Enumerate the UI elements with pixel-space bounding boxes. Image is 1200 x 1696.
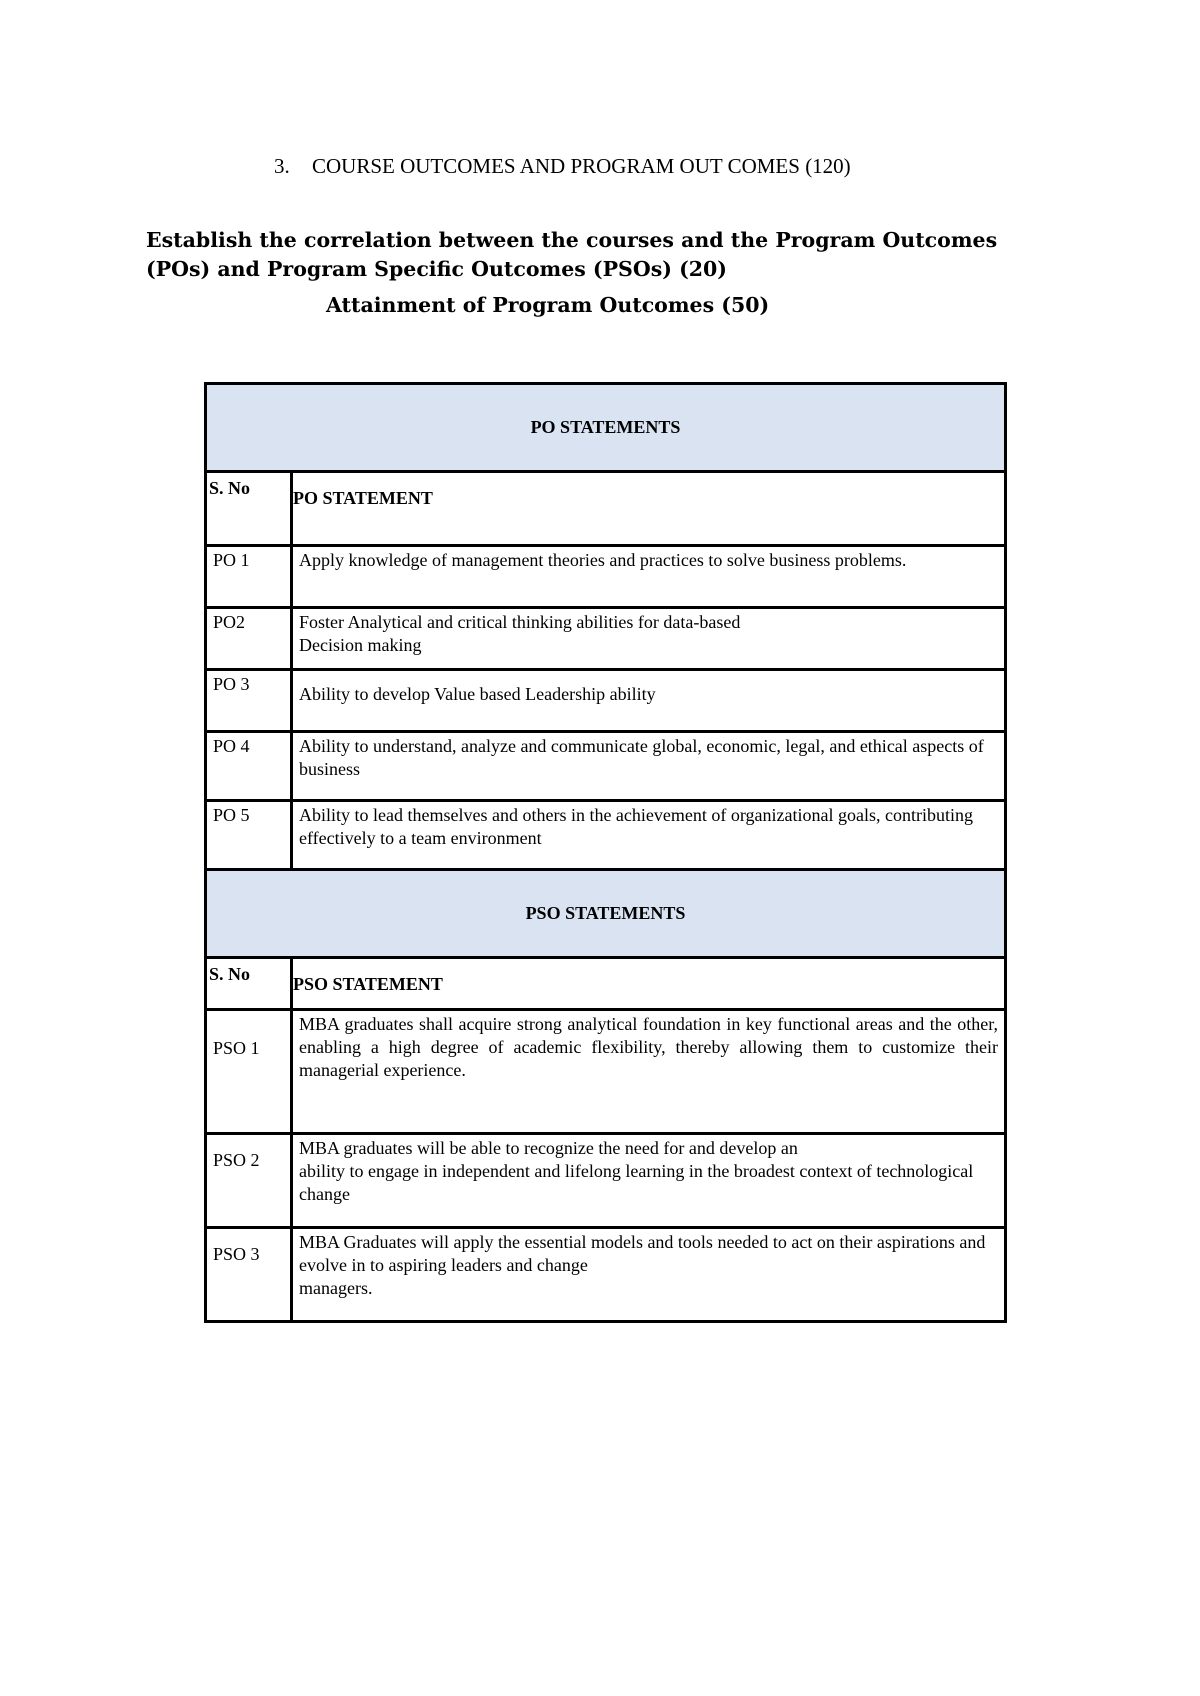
pso-band-row — [206, 870, 1006, 958]
table-row — [206, 1228, 1006, 1322]
pso-col-sno: S. No — [206, 958, 292, 1010]
po-statement: Ability to understand, analyze and communicate global, economic, legal, and ethical aspects of business — [292, 732, 1006, 801]
po-header-row — [206, 472, 1006, 546]
pso-sno: PSO 2 — [206, 1134, 292, 1228]
po-sno: PO 5 — [206, 801, 292, 870]
po-col-sno: S. No — [206, 472, 292, 546]
outcomes-table — [204, 382, 1007, 1323]
pso-statement: MBA Graduates will apply the essential models and tools needed to act on their aspirations and evolve in to aspiring leaders and change managers. — [292, 1228, 1006, 1322]
intro-paragraph: Establish the correlation between the courses and the Program Outcomes (POs) and Program Specific Outcomes (PSOs) (20) — [146, 228, 998, 281]
table-row — [206, 1010, 1006, 1134]
po-sno: PO 3 — [206, 670, 292, 732]
table-row — [206, 608, 1006, 670]
table-row — [206, 801, 1006, 870]
po-col-statement: PO STATEMENT — [292, 472, 1006, 546]
po-band-row — [206, 384, 1006, 472]
section-title: COURSE OUTCOMES AND PROGRAM OUT COMES (120) — [312, 154, 851, 178]
pso-statement: MBA graduates shall acquire strong analytical foundation in key functional areas and the other, enabling a high degree of academic flexibility, thereby allowing them to customize their managerial experience. — [292, 1010, 1006, 1134]
table-row — [206, 546, 1006, 608]
table-row — [206, 1134, 1006, 1228]
po-statement: Ability to develop Value based Leadership ability — [292, 670, 1006, 732]
po-band-title: PO STATEMENTS — [206, 384, 1006, 472]
section-heading — [274, 154, 851, 179]
pso-col-statement: PSO STATEMENT — [292, 958, 1006, 1010]
po-sno: PO2 — [206, 608, 292, 670]
table-row — [206, 670, 1006, 732]
table-row — [206, 732, 1006, 801]
po-sno: PO 4 — [206, 732, 292, 801]
pso-statement: MBA graduates will be able to recognize the need for and develop an ability to engage in independent and lifelong learning in the broadest context of technological change — [292, 1134, 1006, 1228]
attainment-subheading: Attainment of Program Outcomes (50) — [326, 293, 770, 317]
po-sno: PO 1 — [206, 546, 292, 608]
pso-sno: PSO 1 — [206, 1010, 292, 1134]
po-statement: Foster Analytical and critical thinking abilities for data-based Decision making — [292, 608, 1006, 670]
pso-band-title: PSO STATEMENTS — [206, 870, 1006, 958]
section-number: 3. — [274, 154, 290, 178]
po-statement: Ability to lead themselves and others in the achievement of organizational goals, contributing effectively to a team environment — [292, 801, 1006, 870]
po-statement: Apply knowledge of management theories and practices to solve business problems. — [292, 546, 1006, 608]
pso-header-row — [206, 958, 1006, 1010]
pso-sno: PSO 3 — [206, 1228, 292, 1322]
